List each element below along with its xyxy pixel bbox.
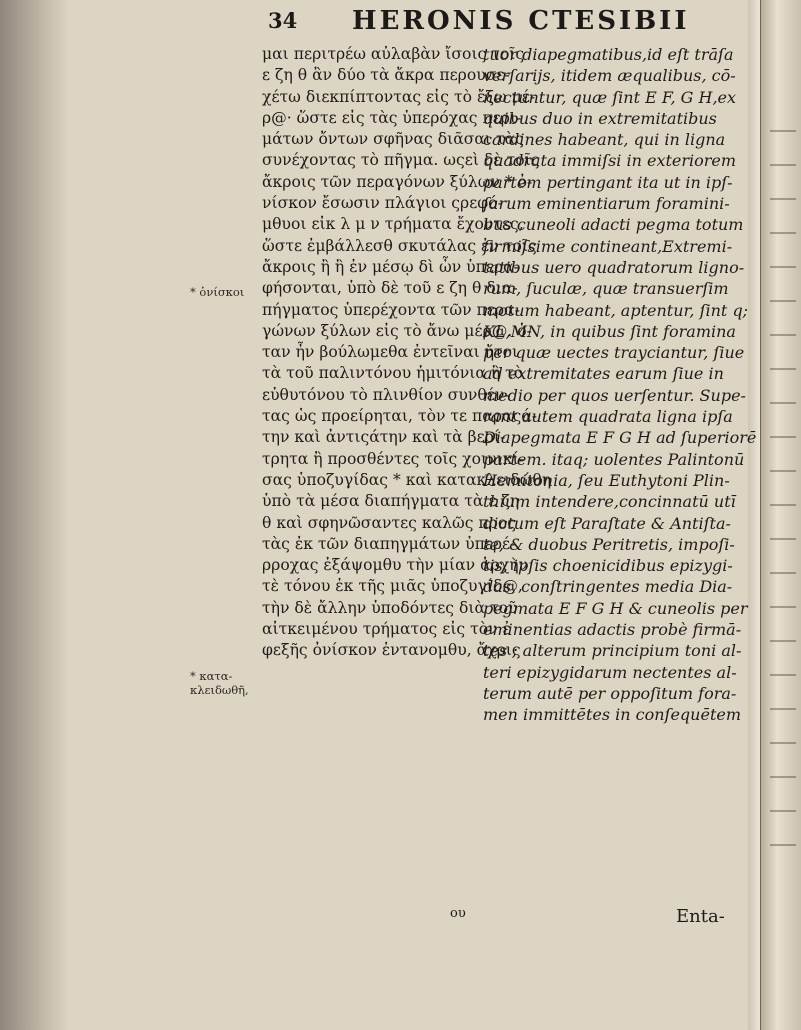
text-line: verſarijs, itidem æqualibus, cō- [483,66,736,86]
text-line: ad extremitates earum ſiue in [483,364,724,384]
text-line: partem pertingant ita ut in ipſ- [483,172,733,192]
text-line: rant autem quadrata ligna ipſa [483,407,733,427]
text-line: τὲ τόνου ἐκ τῆς μιᾶς ὑποζυγίδ@, [262,577,523,596]
text-line: θ καὶ σφηνῶσαντες καλῶς προς [262,513,516,532]
text-line: τας ὡς προείρηται, τὸν τε παραςά- [262,407,538,426]
text-line: ἄκροις τῶν περαγόνων ξύλων * ὀ- [262,172,533,191]
text-line: εὐθυτόνου τὸ πλινθίον συνθέν- [262,385,510,404]
text-line: thium intendere,concinnatū utī [483,492,736,512]
running-title: HERONIS CTESIBII [352,6,690,36]
text-line: terum autē per oppoſitum fora- [483,683,737,703]
text-line: σας ὑποζυγίδας * καὶ κατακλειδώθη [262,470,552,489]
greek-catchword: ου [450,906,466,921]
text-line: ἄκροις ἢ ἢ ἐν μέσῳ δὶ ὧν ὑπερα- [262,257,519,276]
running-header [0,6,760,34]
latin-text-column [483,44,757,726]
text-line: pegmata E F G H & cuneolis per [483,598,748,618]
text-line: μαι περιτρέω αὐλαβὰν ἴσοις τοῖς [262,45,525,63]
text-line: ρροχας ἐξάψομθυ τὴν μίαν ἀρχὴν [262,556,529,575]
text-line: quibus duo in extremitatibus [483,108,717,128]
text-line: φήσονται, ὑπὸ δὲ τοῦ ε ζη θ δια- [262,279,518,298]
text-line: rum, ſuculæ, quæ transuerſim [483,279,729,299]
text-line: τὴν δὲ ἄλλην ὑποδόντες διὰ τοῦ [262,598,518,617]
text-line: χέτω διεκπίπτοντας εἰς τὸ ἔξω μέ- [262,87,536,106]
text-line: την καὶ ἀντιςάτην καὶ τὰ βερί- [262,428,506,447]
text-line: eminentias adactis probè firmā- [483,620,742,640]
text-line: τρητα ἢ προσθέντες τοῖς χοινικί- [262,449,524,468]
gutter-shadow [0,0,70,1030]
text-line: Diapegmata E F G H ad ſuperiorē [483,428,757,448]
text-line: γώνων ξύλων εἰς τὸ ἄνω μέρ@. ὁ- [262,321,532,340]
text-line: te, & duobus Peritretis, impoſi- [483,534,735,554]
page-number: 34 [268,8,298,33]
text-line: τὰ τοῦ παλιντόνου ἡμιτόνια ἢ τὸ [262,364,524,383]
greek-text-column [262,44,552,662]
text-line: firmiſsime contineant,Extremi- [483,236,733,256]
text-line: συνέχοντας τὸ πῆγμα. ωςεὶ δὲ τοῖς [262,151,540,170]
text-line: ταν ἦν βούλωμεθα ἐντεῖναι ἤτοι [262,343,519,362]
text-line: KL,MN, in quibus ſint foramina [483,321,736,341]
text-line: ὥστε ἐμβάλλεσθ σκυτάλας ἐν τοῖς [262,236,537,255]
adjacent-page-text [770,130,796,850]
text-line: bus cuneoli adacti pegma totum [483,215,744,235]
text-line: μάτων ὄντων σφῆνας διᾶσαι τὰς [262,130,524,149]
text-line: partem. itaq; uolentes Palintonū [483,449,745,469]
text-line: teri epizygidarum nectentes al- [483,662,737,682]
text-line: per quæ uectes trayciantur, ſiue [483,343,745,363]
text-line: πήγματος ὑπερέχοντα τῶν περα- [262,300,520,319]
catchword: Enta- [676,906,725,927]
text-line: φεξῆς ὀνίσκον ἐντανομθυ, ἄχρις [262,641,521,660]
text-line: ρ@· ὥστε εἰς τὰς ὑπερόχας περι- [262,108,522,127]
text-line: tuor diapegmatibus,id eſt trāſa [483,45,734,64]
text-line: ſarum eminentiarum foramini- [483,194,730,214]
text-line: νίσκον ἔσωσιν πλάγιοι ςρεφό- [262,194,503,213]
text-line: αἰτκειμένου τρήματος εἰς τὸν ἐ [262,620,511,639]
margin-note: * ὀνίσκοι [190,285,245,299]
text-line: dictum eſt Paraſtate & Antiſta- [483,513,731,533]
text-line: tatibus uero quadratorum ligno- [483,257,745,277]
text-line: cardines habeant, qui in ligna [483,130,726,150]
text-line: das, conſtringentes media Dia- [483,577,733,597]
text-line: tis, ipſis choenicidibus epizygi- [483,556,733,576]
text-line: Hemitonia, ſeu Euthytoni Plin- [483,470,730,490]
text-line: medio per quos uerſentur. Supe- [483,385,746,405]
text-line: ὑπὸ τὰ μέσα διαπήγματα τὰ ε ζη [262,492,520,511]
text-line: quadrata immiſsi in exteriorem [483,151,737,171]
margin-note: κλειδωθῆ, [190,683,249,697]
text-line: nectuntur, quæ ſint E F, G H,ex [483,87,737,107]
text-line: μθυοι εἰκ λ μ ν τρήματα ἔχοντες, [262,215,524,234]
text-line: ε ζη θ ἂν δύο τὰ ἄκρα περουσε- [262,66,510,85]
margin-note: * κατα- [190,669,233,683]
text-line: motum habeant, aptentur, ſint q; [483,300,749,320]
text-line: men immittētes in conſequētem [483,705,742,725]
text-line: tes ; alterum principium toni al- [483,641,742,661]
text-line: τὰς ἐκ τῶν διαπηγμάτων ὑπερέ- [262,534,516,553]
